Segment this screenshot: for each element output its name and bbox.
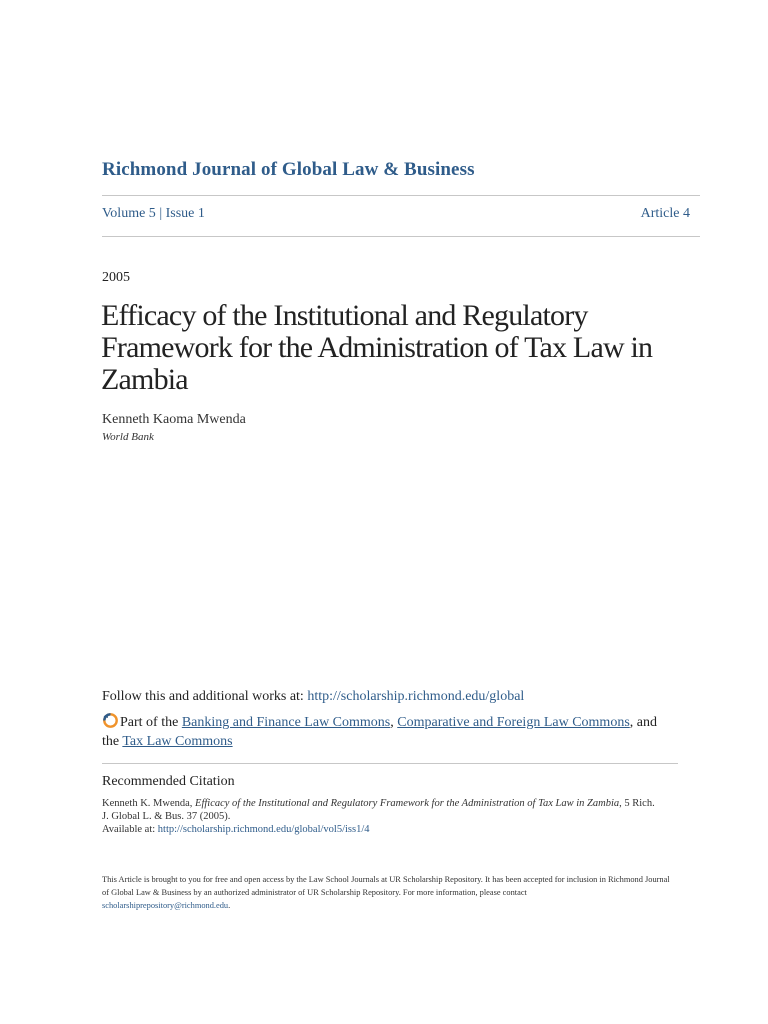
journal-title[interactable]: Richmond Journal of Global Law & Business xyxy=(102,159,475,180)
footer-end: . xyxy=(228,901,231,910)
banking-finance-commons-link[interactable]: Banking and Finance Law Commons xyxy=(181,715,391,730)
citation-author: Kenneth K. Mwenda, xyxy=(102,798,196,809)
part-of-sep2: , and xyxy=(629,715,657,730)
citation-text xyxy=(102,797,662,836)
available-label: Available at: xyxy=(102,824,158,835)
issue-row xyxy=(102,206,690,222)
issue-divider xyxy=(102,236,700,237)
volume-link[interactable]: Volume 5 xyxy=(102,206,156,221)
tax-law-commons-link[interactable]: Tax Law Commons xyxy=(122,734,233,749)
contact-email-link[interactable]: scholarshiprepository@richmond.edu xyxy=(102,901,229,910)
publication-year: 2005 xyxy=(102,270,130,285)
follow-works-line xyxy=(102,689,524,705)
paper-title: Efficacy of the Institutional and Regulatory Framework for the Administration of Tax Law in Zambia xyxy=(101,299,653,396)
repository-link[interactable]: http://scholarship.richmond.edu/global xyxy=(307,689,525,704)
article-permalink[interactable]: http://scholarship.richmond.edu/global/vol5/iss1/4 xyxy=(157,824,370,835)
author-affiliation: World Bank xyxy=(102,431,154,443)
open-access-icon xyxy=(102,712,118,728)
comparative-foreign-commons-link[interactable]: Comparative and Foreign Law Commons xyxy=(397,715,630,730)
citation-divider xyxy=(102,763,678,764)
repository-footer-note xyxy=(102,873,672,912)
part-of-prefix: Part of the xyxy=(120,715,182,730)
part-of-the: the xyxy=(102,734,123,749)
top-divider xyxy=(102,195,700,196)
citation-title: Efficacy of the Institutional and Regulatory Framework for the Administration of Tax Law in Zambia xyxy=(195,798,620,809)
article-number-link[interactable]: Article 4 xyxy=(640,206,690,221)
recommended-citation-heading: Recommended Citation xyxy=(102,774,235,789)
footer-text: This Article is brought to you for free and open access by the Law School Journals at UR Scholarship Repository. It has been accepted for inclusion in Richmond Journal of Global Law & Business by an authorized administrator of UR Scholarship Repository. For more information, please contact xyxy=(102,875,670,897)
part-of-commons xyxy=(102,712,682,751)
author-name: Kenneth Kaoma Mwenda xyxy=(102,412,246,427)
issue-link[interactable]: Issue 1 xyxy=(165,206,205,221)
follow-label: Follow this and additional works at: xyxy=(102,689,308,704)
issue-separator: | xyxy=(155,206,166,221)
part-of-sep1: , xyxy=(390,715,398,730)
citation-rest: , 5 Rich. J. Global L. & Bus. 37 (2005). xyxy=(102,798,655,822)
